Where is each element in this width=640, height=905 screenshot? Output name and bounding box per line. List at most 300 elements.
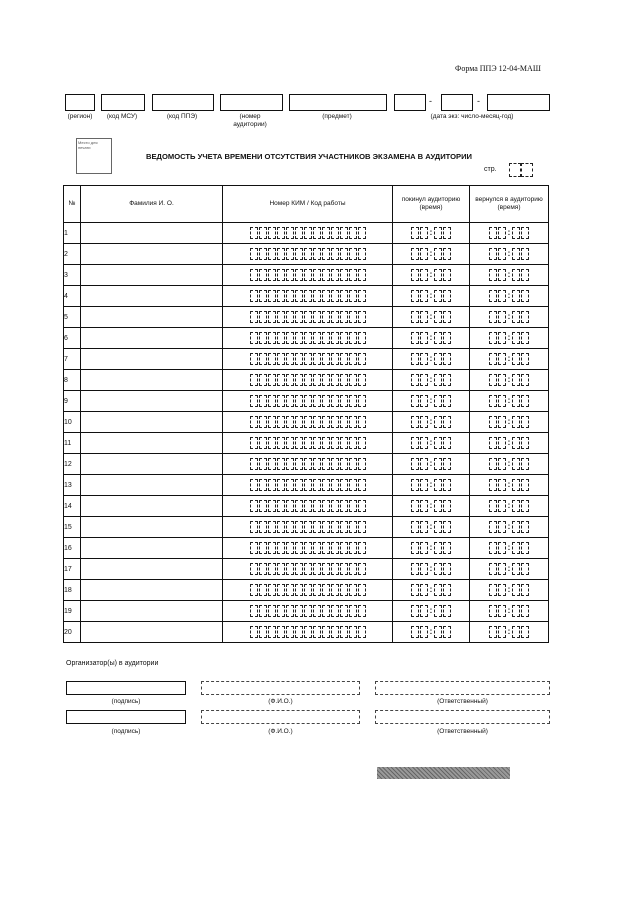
kim-digit[interactable] xyxy=(295,290,303,302)
responsible-field[interactable] xyxy=(375,681,550,695)
returned-time-minute-digit[interactable] xyxy=(521,479,529,491)
kim-digit[interactable] xyxy=(349,374,357,386)
kim-digit[interactable] xyxy=(277,542,285,554)
left-time-minute-digit[interactable] xyxy=(434,290,442,302)
left-time-hour-digit[interactable] xyxy=(411,269,419,281)
returned-time-minute-digit[interactable] xyxy=(512,500,520,512)
participant-name-cell[interactable] xyxy=(81,454,223,475)
kim-digit[interactable] xyxy=(322,584,330,596)
kim-digit[interactable] xyxy=(331,269,339,281)
kim-digit[interactable] xyxy=(331,563,339,575)
returned-time-minute-digit[interactable] xyxy=(512,290,520,302)
kim-digit[interactable] xyxy=(268,416,276,428)
left-time-minute-digit[interactable] xyxy=(434,521,442,533)
kim-digit[interactable] xyxy=(340,311,348,323)
kim-digit[interactable] xyxy=(304,290,312,302)
returned-time-minute-digit[interactable] xyxy=(521,521,529,533)
kim-digit[interactable] xyxy=(349,395,357,407)
kim-digit[interactable] xyxy=(295,353,303,365)
kim-digit[interactable] xyxy=(286,584,294,596)
kim-digit[interactable] xyxy=(340,332,348,344)
kim-digit[interactable] xyxy=(304,563,312,575)
kim-digit[interactable] xyxy=(268,521,276,533)
kim-digit[interactable] xyxy=(250,500,258,512)
kim-digit[interactable] xyxy=(286,353,294,365)
returned-time-minute-digit[interactable] xyxy=(521,542,529,554)
kim-digit[interactable] xyxy=(349,353,357,365)
kim-digit[interactable] xyxy=(331,395,339,407)
kim-digit[interactable] xyxy=(295,227,303,239)
kim-digit[interactable] xyxy=(313,332,321,344)
kim-digit[interactable] xyxy=(250,374,258,386)
kim-digit[interactable] xyxy=(250,521,258,533)
returned-time-hour-digit[interactable] xyxy=(489,542,497,554)
kim-digit[interactable] xyxy=(250,458,258,470)
kim-digit[interactable] xyxy=(331,605,339,617)
kim-digit[interactable] xyxy=(313,458,321,470)
kim-digit[interactable] xyxy=(268,227,276,239)
returned-time-minute-digit[interactable] xyxy=(521,626,529,638)
kim-digit[interactable] xyxy=(295,605,303,617)
kim-digit[interactable] xyxy=(340,521,348,533)
left-time-hour-digit[interactable] xyxy=(411,374,419,386)
kim-digit[interactable] xyxy=(277,227,285,239)
kim-digit[interactable] xyxy=(340,395,348,407)
kim-digit[interactable] xyxy=(268,353,276,365)
kim-digit[interactable] xyxy=(331,479,339,491)
kim-digit[interactable] xyxy=(358,605,366,617)
name-field[interactable] xyxy=(201,681,360,695)
kim-digit[interactable] xyxy=(268,584,276,596)
kim-digit[interactable] xyxy=(349,479,357,491)
participant-name-cell[interactable] xyxy=(81,580,223,601)
kim-digit[interactable] xyxy=(304,479,312,491)
kim-digit[interactable] xyxy=(259,395,267,407)
returned-time-hour-digit[interactable] xyxy=(498,500,506,512)
kim-digit[interactable] xyxy=(286,332,294,344)
left-time-minute-digit[interactable] xyxy=(434,395,442,407)
returned-time-minute-digit[interactable] xyxy=(521,605,529,617)
kim-digit[interactable] xyxy=(268,332,276,344)
left-time-hour-digit[interactable] xyxy=(411,395,419,407)
left-time-minute-digit[interactable] xyxy=(443,521,451,533)
kim-digit[interactable] xyxy=(295,437,303,449)
participant-name-cell[interactable] xyxy=(81,517,223,538)
kim-digit[interactable] xyxy=(322,248,330,260)
returned-time-minute-digit[interactable] xyxy=(512,311,520,323)
left-time-minute-digit[interactable] xyxy=(434,605,442,617)
kim-digit[interactable] xyxy=(295,626,303,638)
kim-digit[interactable] xyxy=(277,584,285,596)
kim-digit[interactable] xyxy=(250,290,258,302)
kim-digit[interactable] xyxy=(304,521,312,533)
returned-time-hour-digit[interactable] xyxy=(489,626,497,638)
kim-digit[interactable] xyxy=(268,605,276,617)
returned-time-minute-digit[interactable] xyxy=(521,395,529,407)
left-time-hour-digit[interactable] xyxy=(411,353,419,365)
participant-name-cell[interactable] xyxy=(81,622,223,643)
returned-time-hour-digit[interactable] xyxy=(498,563,506,575)
kim-digit[interactable] xyxy=(358,521,366,533)
left-time-minute-digit[interactable] xyxy=(434,458,442,470)
kim-digit[interactable] xyxy=(277,395,285,407)
returned-time-minute-digit[interactable] xyxy=(521,227,529,239)
kim-digit[interactable] xyxy=(259,626,267,638)
kim-digit[interactable] xyxy=(277,437,285,449)
kim-digit[interactable] xyxy=(358,479,366,491)
kim-digit[interactable] xyxy=(268,626,276,638)
kim-digit[interactable] xyxy=(349,563,357,575)
left-time-minute-digit[interactable] xyxy=(443,311,451,323)
kim-digit[interactable] xyxy=(313,227,321,239)
left-time-minute-digit[interactable] xyxy=(434,563,442,575)
returned-time-hour-digit[interactable] xyxy=(498,269,506,281)
kim-digit[interactable] xyxy=(322,479,330,491)
subject-field[interactable] xyxy=(289,94,387,111)
participant-name-cell[interactable] xyxy=(81,391,223,412)
returned-time-hour-digit[interactable] xyxy=(489,479,497,491)
kim-digit[interactable] xyxy=(358,437,366,449)
kim-digit[interactable] xyxy=(277,500,285,512)
kim-digit[interactable] xyxy=(304,626,312,638)
kim-digit[interactable] xyxy=(250,437,258,449)
kim-digit[interactable] xyxy=(286,227,294,239)
auditorium-number-field[interactable] xyxy=(220,94,283,111)
kim-digit[interactable] xyxy=(277,479,285,491)
kim-digit[interactable] xyxy=(358,563,366,575)
kim-digit[interactable] xyxy=(331,416,339,428)
responsible-field[interactable] xyxy=(375,710,550,724)
kim-digit[interactable] xyxy=(277,521,285,533)
returned-time-hour-digit[interactable] xyxy=(498,605,506,617)
kim-digit[interactable] xyxy=(358,416,366,428)
kim-digit[interactable] xyxy=(322,626,330,638)
kim-digit[interactable] xyxy=(304,605,312,617)
kim-digit[interactable] xyxy=(304,353,312,365)
participant-name-cell[interactable] xyxy=(81,328,223,349)
left-time-minute-digit[interactable] xyxy=(443,332,451,344)
kim-digit[interactable] xyxy=(268,374,276,386)
kim-digit[interactable] xyxy=(331,542,339,554)
returned-time-minute-digit[interactable] xyxy=(512,353,520,365)
left-time-hour-digit[interactable] xyxy=(411,416,419,428)
kim-digit[interactable] xyxy=(358,374,366,386)
kim-digit[interactable] xyxy=(259,479,267,491)
kim-digit[interactable] xyxy=(250,563,258,575)
kim-digit[interactable] xyxy=(313,563,321,575)
left-time-minute-digit[interactable] xyxy=(443,374,451,386)
name-field[interactable] xyxy=(201,710,360,724)
returned-time-minute-digit[interactable] xyxy=(521,563,529,575)
kim-digit[interactable] xyxy=(340,269,348,281)
kim-digit[interactable] xyxy=(286,479,294,491)
left-time-minute-digit[interactable] xyxy=(443,437,451,449)
kim-digit[interactable] xyxy=(313,437,321,449)
kim-digit[interactable] xyxy=(304,458,312,470)
returned-time-minute-digit[interactable] xyxy=(521,332,529,344)
left-time-minute-digit[interactable] xyxy=(443,290,451,302)
kim-digit[interactable] xyxy=(331,353,339,365)
returned-time-hour-digit[interactable] xyxy=(489,605,497,617)
returned-time-minute-digit[interactable] xyxy=(512,479,520,491)
left-time-minute-digit[interactable] xyxy=(443,500,451,512)
returned-time-minute-digit[interactable] xyxy=(521,311,529,323)
kim-digit[interactable] xyxy=(322,458,330,470)
kim-digit[interactable] xyxy=(313,605,321,617)
kim-digit[interactable] xyxy=(286,395,294,407)
left-time-minute-digit[interactable] xyxy=(443,605,451,617)
left-time-minute-digit[interactable] xyxy=(434,479,442,491)
left-time-hour-digit[interactable] xyxy=(420,311,428,323)
returned-time-minute-digit[interactable] xyxy=(521,353,529,365)
participant-name-cell[interactable] xyxy=(81,412,223,433)
kim-digit[interactable] xyxy=(358,290,366,302)
kim-digit[interactable] xyxy=(250,584,258,596)
participant-name-cell[interactable] xyxy=(81,433,223,454)
left-time-minute-digit[interactable] xyxy=(434,353,442,365)
kim-digit[interactable] xyxy=(259,332,267,344)
left-time-minute-digit[interactable] xyxy=(434,416,442,428)
kim-digit[interactable] xyxy=(250,479,258,491)
kim-digit[interactable] xyxy=(250,227,258,239)
participant-name-cell[interactable] xyxy=(81,265,223,286)
kim-digit[interactable] xyxy=(286,458,294,470)
kim-digit[interactable] xyxy=(322,353,330,365)
kim-digit[interactable] xyxy=(304,500,312,512)
left-time-hour-digit[interactable] xyxy=(411,563,419,575)
kim-digit[interactable] xyxy=(259,521,267,533)
kim-digit[interactable] xyxy=(277,332,285,344)
kim-digit[interactable] xyxy=(313,395,321,407)
kim-digit[interactable] xyxy=(340,227,348,239)
kim-digit[interactable] xyxy=(313,290,321,302)
returned-time-minute-digit[interactable] xyxy=(512,374,520,386)
participant-name-cell[interactable] xyxy=(81,223,223,244)
returned-time-minute-digit[interactable] xyxy=(521,290,529,302)
kim-digit[interactable] xyxy=(286,542,294,554)
participant-name-cell[interactable] xyxy=(81,349,223,370)
left-time-minute-digit[interactable] xyxy=(434,584,442,596)
kim-digit[interactable] xyxy=(268,542,276,554)
returned-time-minute-digit[interactable] xyxy=(521,374,529,386)
kim-digit[interactable] xyxy=(286,269,294,281)
left-time-minute-digit[interactable] xyxy=(443,563,451,575)
kim-digit[interactable] xyxy=(340,437,348,449)
left-time-hour-digit[interactable] xyxy=(420,374,428,386)
left-time-minute-digit[interactable] xyxy=(443,584,451,596)
kim-digit[interactable] xyxy=(259,311,267,323)
kim-digit[interactable] xyxy=(313,521,321,533)
kim-digit[interactable] xyxy=(349,521,357,533)
left-time-minute-digit[interactable] xyxy=(443,626,451,638)
returned-time-hour-digit[interactable] xyxy=(489,353,497,365)
kim-digit[interactable] xyxy=(250,332,258,344)
kim-digit[interactable] xyxy=(259,227,267,239)
left-time-minute-digit[interactable] xyxy=(443,269,451,281)
kim-digit[interactable] xyxy=(295,584,303,596)
returned-time-minute-digit[interactable] xyxy=(512,626,520,638)
kim-digit[interactable] xyxy=(268,500,276,512)
kim-digit[interactable] xyxy=(295,479,303,491)
kim-digit[interactable] xyxy=(349,248,357,260)
returned-time-minute-digit[interactable] xyxy=(521,248,529,260)
kim-digit[interactable] xyxy=(286,290,294,302)
left-time-minute-digit[interactable] xyxy=(443,542,451,554)
returned-time-hour-digit[interactable] xyxy=(489,332,497,344)
kim-digit[interactable] xyxy=(358,626,366,638)
kim-digit[interactable] xyxy=(349,437,357,449)
participant-name-cell[interactable] xyxy=(81,601,223,622)
kim-digit[interactable] xyxy=(313,500,321,512)
kim-digit[interactable] xyxy=(259,500,267,512)
left-time-minute-digit[interactable] xyxy=(434,248,442,260)
participant-name-cell[interactable] xyxy=(81,538,223,559)
kim-digit[interactable] xyxy=(349,626,357,638)
returned-time-hour-digit[interactable] xyxy=(489,269,497,281)
participant-name-cell[interactable] xyxy=(81,496,223,517)
kim-digit[interactable] xyxy=(268,458,276,470)
left-time-minute-digit[interactable] xyxy=(443,479,451,491)
participant-name-cell[interactable] xyxy=(81,475,223,496)
kim-digit[interactable] xyxy=(259,437,267,449)
returned-time-hour-digit[interactable] xyxy=(489,584,497,596)
left-time-minute-digit[interactable] xyxy=(443,248,451,260)
left-time-hour-digit[interactable] xyxy=(411,311,419,323)
kim-digit[interactable] xyxy=(331,521,339,533)
participant-name-cell[interactable] xyxy=(81,307,223,328)
left-time-hour-digit[interactable] xyxy=(411,479,419,491)
kim-digit[interactable] xyxy=(286,626,294,638)
left-time-hour-digit[interactable] xyxy=(420,353,428,365)
kim-digit[interactable] xyxy=(358,584,366,596)
kim-digit[interactable] xyxy=(322,311,330,323)
kim-digit[interactable] xyxy=(331,311,339,323)
kim-digit[interactable] xyxy=(349,605,357,617)
kim-digit[interactable] xyxy=(331,290,339,302)
kim-digit[interactable] xyxy=(268,563,276,575)
kim-digit[interactable] xyxy=(259,563,267,575)
left-time-hour-digit[interactable] xyxy=(420,248,428,260)
kim-digit[interactable] xyxy=(295,416,303,428)
kim-digit[interactable] xyxy=(331,227,339,239)
kim-digit[interactable] xyxy=(259,416,267,428)
exam-year-field[interactable] xyxy=(487,94,550,111)
kim-digit[interactable] xyxy=(286,500,294,512)
kim-digit[interactable] xyxy=(295,332,303,344)
kim-digit[interactable] xyxy=(304,584,312,596)
kim-digit[interactable] xyxy=(340,584,348,596)
left-time-hour-digit[interactable] xyxy=(411,542,419,554)
kim-digit[interactable] xyxy=(340,458,348,470)
kim-digit[interactable] xyxy=(349,584,357,596)
kim-digit[interactable] xyxy=(295,563,303,575)
kim-digit[interactable] xyxy=(259,605,267,617)
left-time-minute-digit[interactable] xyxy=(443,227,451,239)
kim-digit[interactable] xyxy=(277,311,285,323)
left-time-minute-digit[interactable] xyxy=(443,416,451,428)
kim-digit[interactable] xyxy=(331,500,339,512)
kim-digit[interactable] xyxy=(322,290,330,302)
kim-digit[interactable] xyxy=(250,269,258,281)
kim-digit[interactable] xyxy=(313,584,321,596)
kim-digit[interactable] xyxy=(340,542,348,554)
returned-time-minute-digit[interactable] xyxy=(512,458,520,470)
left-time-hour-digit[interactable] xyxy=(420,458,428,470)
kim-digit[interactable] xyxy=(286,416,294,428)
left-time-hour-digit[interactable] xyxy=(411,605,419,617)
left-time-minute-digit[interactable] xyxy=(443,458,451,470)
kim-digit[interactable] xyxy=(304,395,312,407)
returned-time-hour-digit[interactable] xyxy=(489,416,497,428)
kim-digit[interactable] xyxy=(304,542,312,554)
left-time-minute-digit[interactable] xyxy=(434,332,442,344)
kim-digit[interactable] xyxy=(250,416,258,428)
returned-time-hour-digit[interactable] xyxy=(489,458,497,470)
kim-digit[interactable] xyxy=(358,269,366,281)
kim-digit[interactable] xyxy=(304,374,312,386)
returned-time-hour-digit[interactable] xyxy=(498,395,506,407)
left-time-hour-digit[interactable] xyxy=(420,269,428,281)
returned-time-hour-digit[interactable] xyxy=(498,521,506,533)
exam-day-field[interactable] xyxy=(394,94,426,111)
kim-digit[interactable] xyxy=(259,269,267,281)
left-time-hour-digit[interactable] xyxy=(411,332,419,344)
kim-digit[interactable] xyxy=(331,437,339,449)
left-time-hour-digit[interactable] xyxy=(411,437,419,449)
kim-digit[interactable] xyxy=(349,332,357,344)
kim-digit[interactable] xyxy=(277,248,285,260)
kim-digit[interactable] xyxy=(304,248,312,260)
ppe-code-field[interactable] xyxy=(152,94,214,111)
kim-digit[interactable] xyxy=(286,374,294,386)
kim-digit[interactable] xyxy=(331,584,339,596)
kim-digit[interactable] xyxy=(295,521,303,533)
returned-time-minute-digit[interactable] xyxy=(512,332,520,344)
left-time-minute-digit[interactable] xyxy=(434,227,442,239)
left-time-hour-digit[interactable] xyxy=(411,227,419,239)
kim-digit[interactable] xyxy=(340,605,348,617)
kim-digit[interactable] xyxy=(268,290,276,302)
returned-time-hour-digit[interactable] xyxy=(498,332,506,344)
returned-time-hour-digit[interactable] xyxy=(498,311,506,323)
left-time-minute-digit[interactable] xyxy=(443,395,451,407)
kim-digit[interactable] xyxy=(277,416,285,428)
kim-digit[interactable] xyxy=(340,353,348,365)
kim-digit[interactable] xyxy=(331,458,339,470)
kim-digit[interactable] xyxy=(322,563,330,575)
left-time-hour-digit[interactable] xyxy=(420,290,428,302)
returned-time-minute-digit[interactable] xyxy=(521,437,529,449)
kim-digit[interactable] xyxy=(313,416,321,428)
kim-digit[interactable] xyxy=(340,374,348,386)
left-time-hour-digit[interactable] xyxy=(420,227,428,239)
kim-digit[interactable] xyxy=(313,542,321,554)
kim-digit[interactable] xyxy=(313,311,321,323)
participant-name-cell[interactable] xyxy=(81,286,223,307)
kim-digit[interactable] xyxy=(313,374,321,386)
returned-time-minute-digit[interactable] xyxy=(512,437,520,449)
kim-digit[interactable] xyxy=(250,395,258,407)
kim-digit[interactable] xyxy=(295,458,303,470)
left-time-hour-digit[interactable] xyxy=(411,248,419,260)
returned-time-minute-digit[interactable] xyxy=(521,500,529,512)
kim-digit[interactable] xyxy=(304,332,312,344)
kim-digit[interactable] xyxy=(349,269,357,281)
kim-digit[interactable] xyxy=(322,395,330,407)
returned-time-hour-digit[interactable] xyxy=(498,458,506,470)
returned-time-minute-digit[interactable] xyxy=(521,269,529,281)
kim-digit[interactable] xyxy=(259,290,267,302)
